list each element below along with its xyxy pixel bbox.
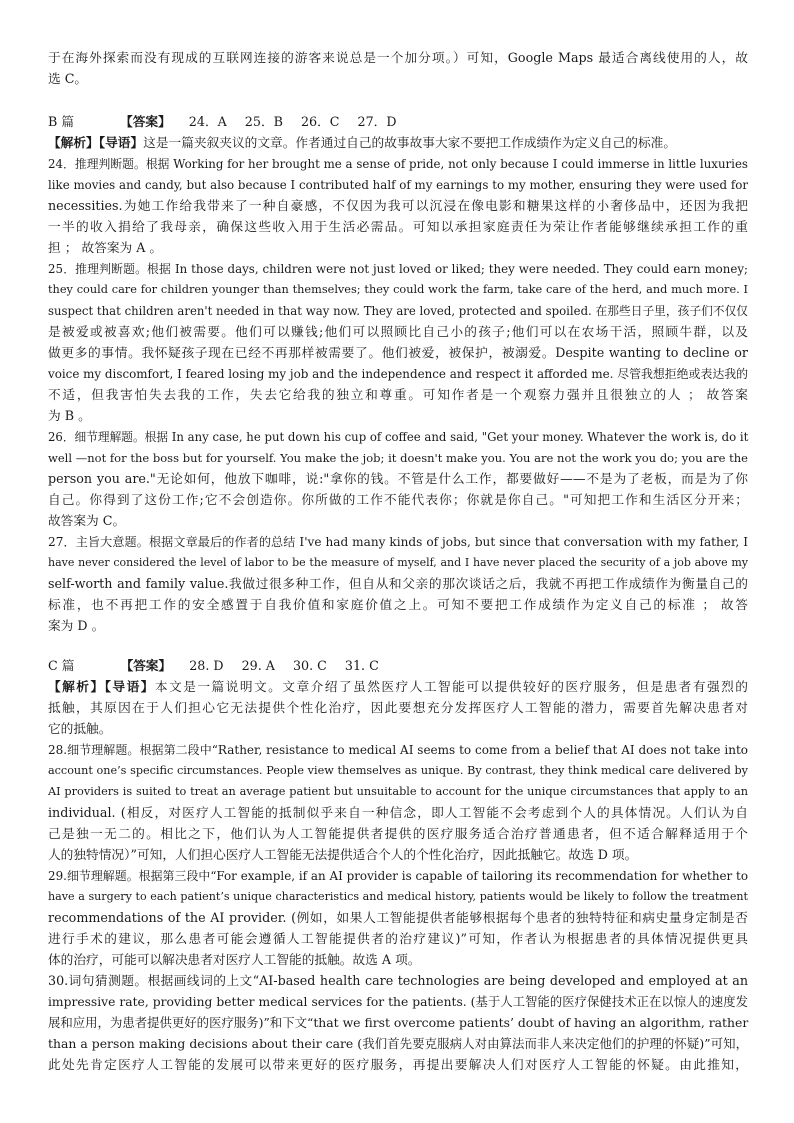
text-line: have a surgery to each patient’s unique characteristics and medical history, patients would be likely to follow the treatment (48, 890, 748, 903)
text-line: they could care for children younger than themselves; they could work the farm, take care of the herd, and much more. I (48, 283, 748, 296)
text-line: recommendations of the AI provider. (例如，如果人工智能提供者能够根据每个患者的独特特征和病史量身定制是否 (48, 910, 748, 925)
answer-item: 31. C (344, 658, 379, 673)
text-line: individual. (相反，对医疗人工智能的抵制似乎来自一种信念，即人工智能不会考虑到个人的具体情况。人们认为自 (48, 805, 748, 820)
section-c-guide (48, 677, 748, 698)
answer-label: 【答案】 (120, 114, 171, 129)
text-line: 己是独一无二的。相比之下，他们认为人工智能提供者提供的医疗服务适合治疗普通患者，但不适合解释适用于个 (48, 826, 748, 841)
text-line: 体的治疗，可能可以解决患者对医疗人工智能的抵触。故选 A 项。 (48, 952, 421, 967)
guide-text: 这是一篇夹叙夹议的文章。作者通过自己的故事故事大家不要把工作成绩作为定义自己的标准。 (143, 135, 677, 150)
text-line: voice my discomfort, I feared losing my job and the independence and respect it afforded me. 尽管我想拒绝或表达我的 (48, 367, 749, 381)
text-line: person you are."无论如何，他放下咖啡，说:"拿你的钱。不管是什么工作，都要做好——不是为了老板，而是为了你 (48, 471, 748, 486)
text-line: AI providers is suited to treat an average patient but unsuitable to account for the unique circumstances that apply to an (48, 785, 748, 798)
text-line: 25．推理判断题。根据 In those days, children were not just loved or liked; they were needed. They could earn money; (48, 262, 748, 276)
text-line: 进行手术的建议，那么患者可能会遵循人工智能提供者的治疗建议)”可知，作者认为根据患者的具体情况提供更具 (48, 931, 748, 946)
text-line: 展和应用，为患者提供更好的医疗服务)”和下文“that we first overcome patients’ doubt of having an algorithm, rather (48, 1015, 749, 1030)
text-line: than a person making decisions about their care (我们首先要克服病人对由算法而非人来决定他们的护理的怀疑)”可知， (48, 1036, 749, 1051)
text-line: 做更多的事情。我怀疑孩子现在已经不再那样被需要了。他们被爱，被保护，被溺爱。Despite wanting to decline or (48, 345, 748, 360)
text-line: 26．细节理解题。根据 In any case, he put down his cup of coffee and said, "Get your money. Whatever the work is, do it (48, 430, 749, 444)
text-line: 标准，也不再把工作的安全感置于自我价值和家庭价值之上。可知不要把工作成绩作为定义自己的标准 ； 故答 (48, 597, 748, 612)
answer-item: 24．A (188, 114, 227, 129)
text-line: 故答案为 C。 (48, 513, 126, 528)
text-line: have never considered the level of labor to be the measure of myself, and I have never placed the security of a job above my (48, 556, 748, 569)
text-line: 不适，但我害怕失去我的工作，失去它给我的独立和尊重。可知作者是一个观察力强并且很独立的人 ； 故答案 (48, 387, 748, 402)
text-line: 选 C。 (48, 71, 88, 86)
text-line: account one’s specific circumstances. People view themselves as unique. By contrast, they think medical care delivered by (48, 764, 748, 777)
text-line: self-worth and family value.我做过很多种工作，但自从和父亲的那次谈话之后，我就不再把工作成绩作为衡量自己的 (48, 576, 748, 591)
section-b-label: B 篇 (48, 114, 75, 129)
answer-item: 27．D (357, 114, 397, 129)
section-c-header (48, 656, 748, 677)
text-line: 30.词句猜测题。根据画线词的上文“AI-based health care technologies are being developed and employed at an (48, 973, 748, 988)
text-line: 29.细节理解题。根据第三段中“For example, if an AI provider is capable of tailoring its recommendation for whether to (48, 869, 748, 883)
guide-label: 【导语】 (104, 679, 155, 694)
text-line: 它的抵触。 (48, 721, 112, 736)
analysis-label: 【解析】 (48, 135, 99, 150)
section-b-guide (48, 133, 748, 154)
text-line: like movies and candy, but also because I contributed half of my earnings to my mother, ensuring they were used for (48, 178, 748, 192)
guide-text: 本文是一篇说明文。文章介绍了虽然医疗人工智能可以提供较好的医疗服务，但是患者有强烈的 (154, 679, 748, 694)
text-line: 案为 D 。 (48, 618, 105, 633)
answer-item: 28. D (189, 658, 224, 673)
text-line: 自己。你得到了这份工作;它不会创造你。你所做的工作不能代表你；你就是你自己。"可知把工作和生活区分开来； (48, 492, 748, 507)
text-line: 抵触，其原因在于人们担心它无法提供个性化治疗，因此要想充分发挥医疗人工智能的潜力，需要首先解决患者对 (48, 700, 748, 715)
answer-item: 29. A (241, 658, 275, 673)
answer-label: 【答案】 (120, 658, 172, 673)
text-line: impressive rate, providing better medical services for the patients. (基于人工智能的医疗保健技术正在以惊人的速度发 (48, 995, 748, 1009)
text-line: 27．主旨大意题。根据文章最后的作者的总结 I've had many kinds of jobs, but since that conversation with my father, I (48, 535, 748, 549)
answer-item: 26．C (300, 114, 340, 129)
text-line: 24．推理判断题。根据 Working for her brought me a sense of pride, not only because I could immerse in little luxuries (48, 157, 748, 171)
section-c-label: C 篇 (48, 658, 75, 673)
guide-label: 【导语】 (98, 135, 144, 150)
text-line: 一半的收入捐给了我母亲，确保这些收入用于生活必需品。可知以承担家庭责任为荣让作者能够继续承担工作的重 (48, 219, 748, 234)
text-line: necessities.为她工作给我带来了一种自豪感，不仅因为我可以沉浸在像电影和糖果这样的小奢侈品中，还因为我把 (48, 198, 748, 213)
text-line: suspect that children aren't needed in that way now. They are loved, protected and spoiled. 在那些日子里，孩子们不仅仅 (48, 304, 748, 318)
text-line: 为 B 。 (48, 408, 91, 423)
text-line: 28.细节理解题。根据第二段中“Rather, resistance to medical AI seems to come from a belief that AI does not take into (48, 743, 748, 757)
text-line: 人的独特情况）”可知，人们担心医疗人工智能无法提供适合个人的个性化治疗，因此抵触它。故选 D 项。 (48, 847, 638, 862)
text-line: well —not for the boss but for yourself. You make the job; it doesn't make you. You are not the work you do; you are the (48, 451, 748, 465)
answer-item: 30. C (292, 658, 327, 673)
analysis-label: 【解析】 (48, 679, 105, 694)
text-line: 是被爱或被喜欢;他们被需要。他们可以赚钱;他们可以照顾比自己小的孩子;他们可以在农场干活，照顾牛群，以及 (48, 324, 748, 339)
answer-item: 25．B (244, 114, 283, 129)
section-b-header (48, 112, 748, 133)
text-line: 此处先肯定医疗人工智能的发展可以带来更好的医疗服务，再提出要解决人们对医疗人工智能的怀疑。由此推知， (48, 1057, 748, 1072)
text-line: 于在海外探索而没有现成的互联网连接的游客来说总是一个加分项。）可知，Google Maps 最适合离线使用的人，故 (48, 50, 748, 65)
text-line: 担 ； 故答案为 A 。 (48, 240, 163, 255)
